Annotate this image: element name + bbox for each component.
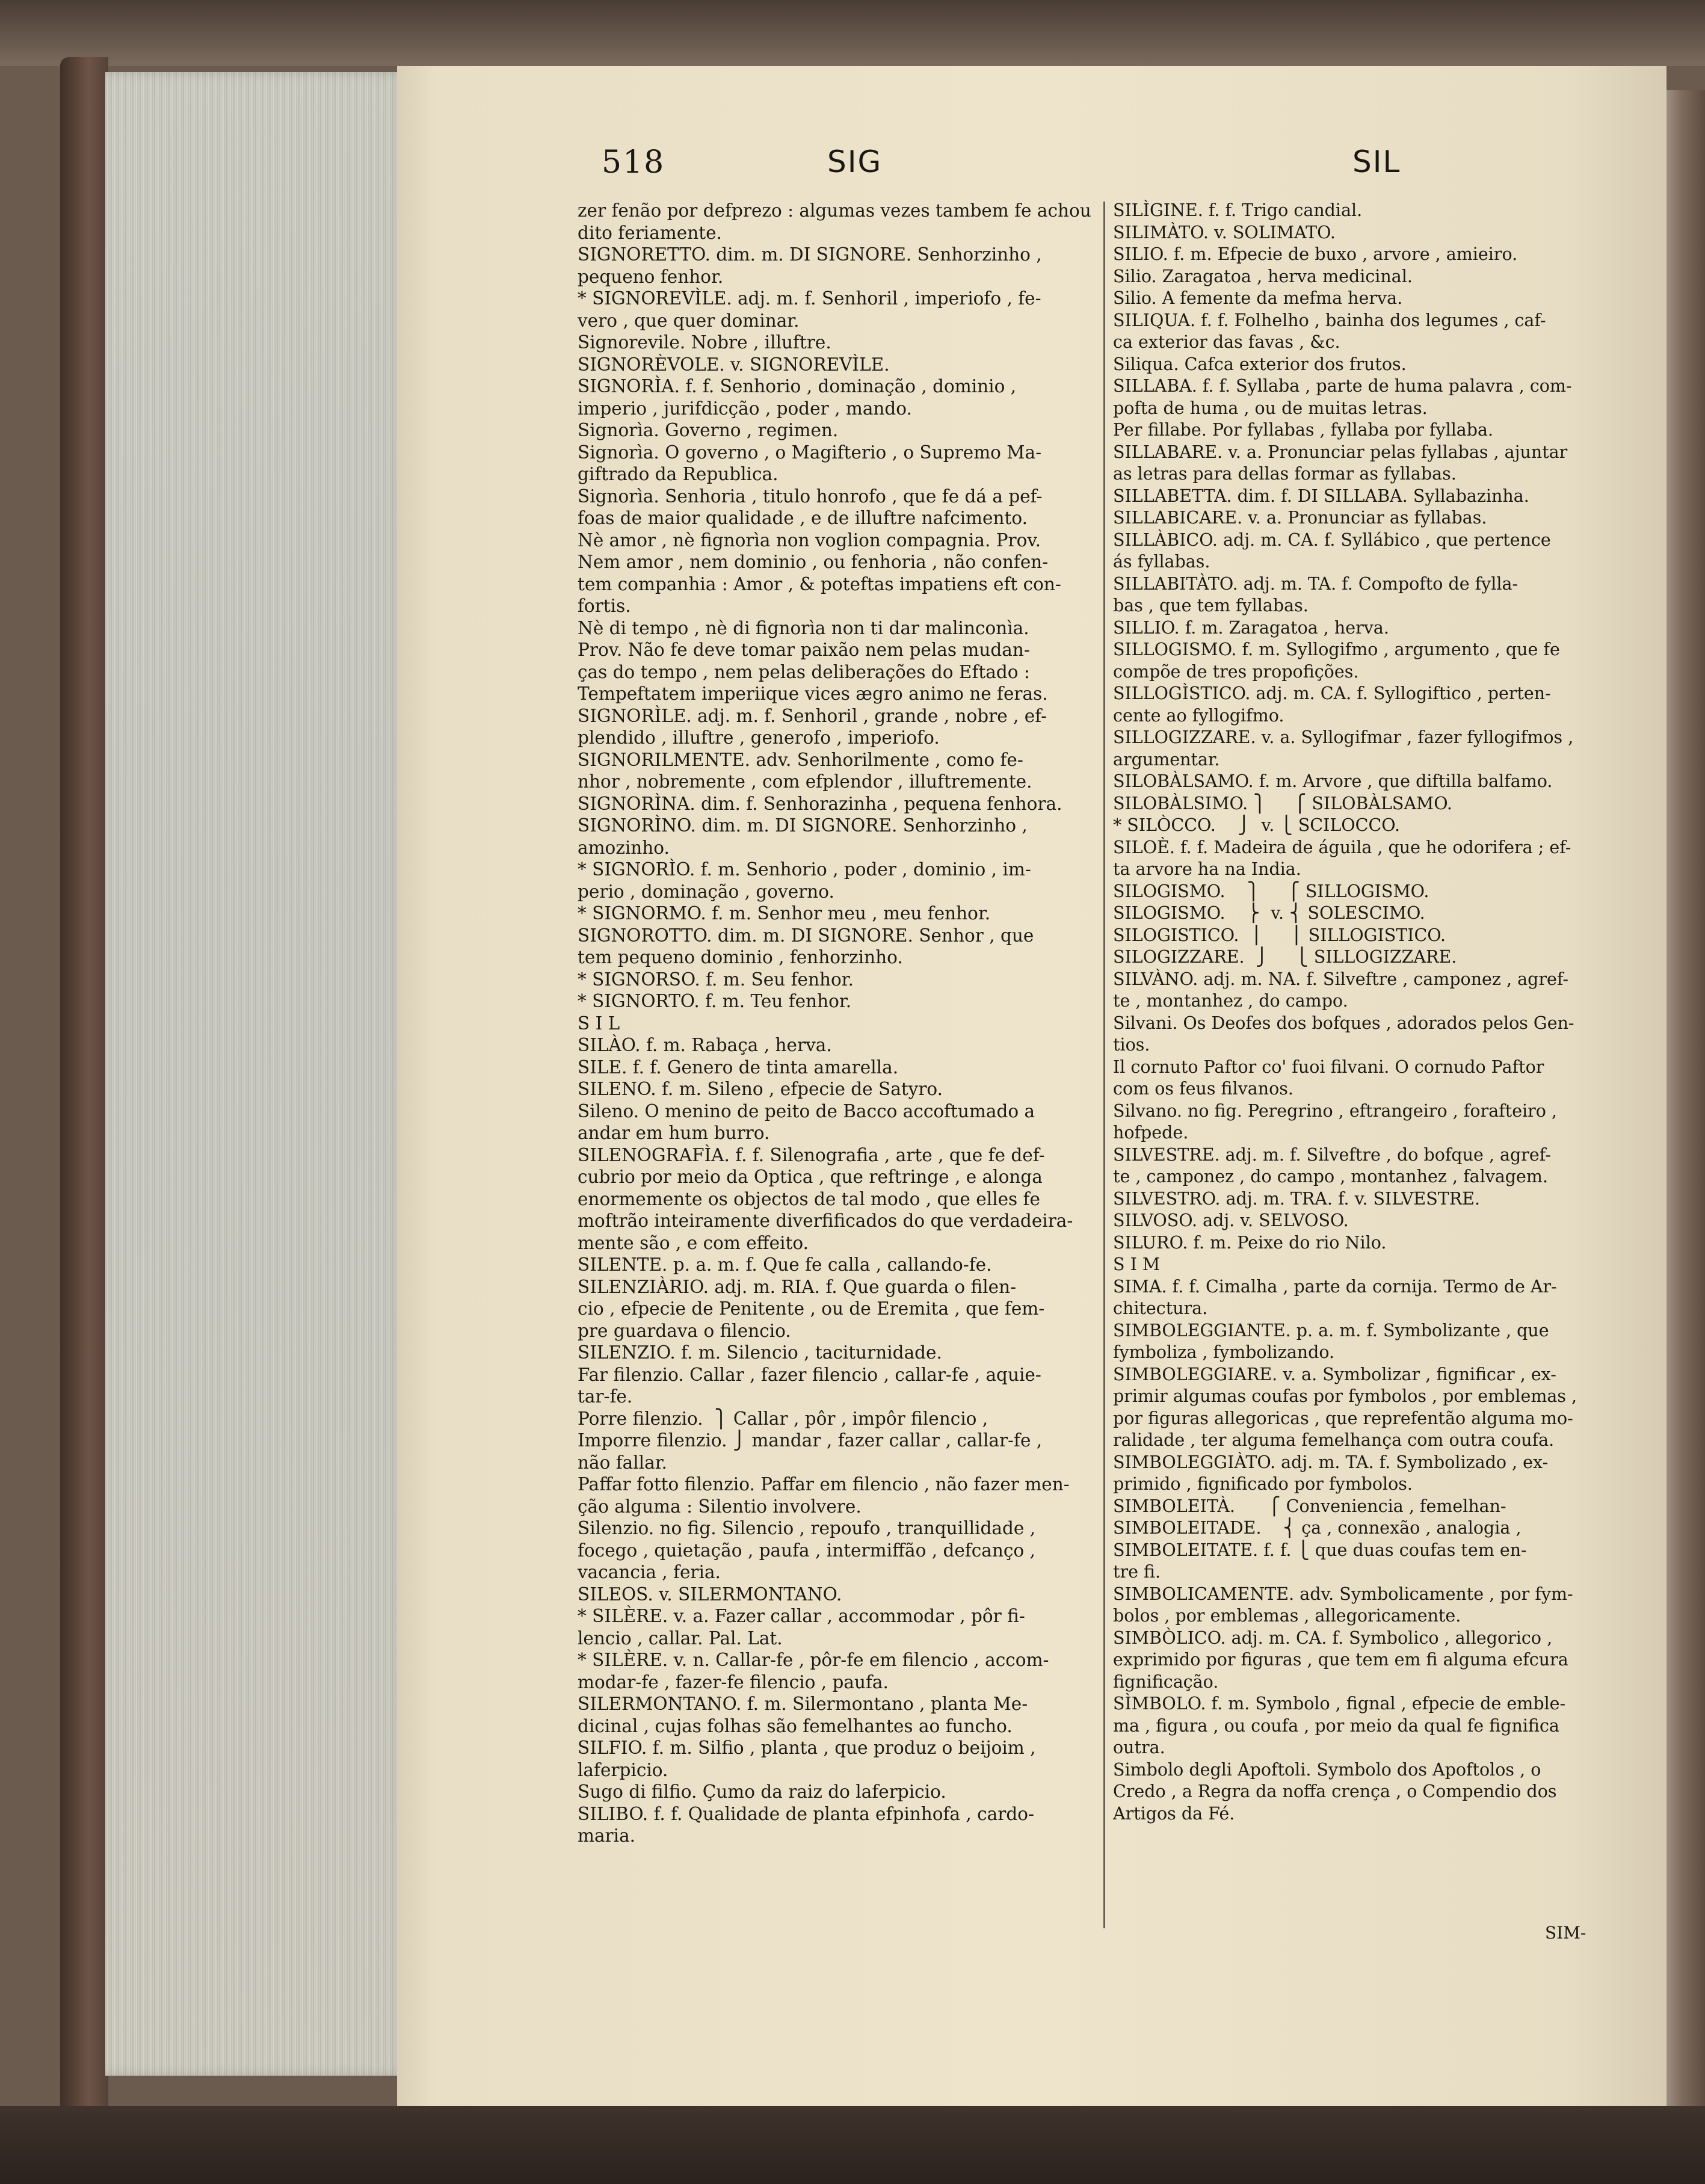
dictionary-line: SILOGISTICO. ⎪ ⎪ SILLOGISTICO.: [1113, 925, 1446, 945]
dictionary-line: SIMBOLEITADE. ⎨ ça , connexão , analogia ,: [1113, 1518, 1522, 1538]
right-column: [1113, 200, 1618, 1825]
dictionary-line: SILVÀNO. adj. m. NA. f. Silveftre , camponez , agref-: [1113, 969, 1569, 989]
dictionary-line: S I M: [1113, 1254, 1161, 1274]
dictionary-line: pre guardava o filencio.: [578, 1320, 791, 1341]
dictionary-line: SIMA. f. f. Cimalha , parte da cornija. Termo de Ar-: [1113, 1276, 1557, 1297]
dictionary-line: * SILÈRE. v. a. Fazer callar , accommodar , pôr fi-: [578, 1606, 1025, 1626]
dictionary-line: amozinho.: [578, 837, 670, 858]
dictionary-line: SILVESTRO. adj. m. TRA. f. v. SILVESTRE.: [1113, 1188, 1481, 1209]
dictionary-line: Porre filenzio. ⎫ Callar , pôr , impôr filencio ,: [578, 1408, 988, 1429]
dictionary-line: fortis.: [578, 596, 631, 616]
dictionary-line: Nem amor , nem dominio , ou fenhoria , não confen-: [578, 552, 1049, 572]
dictionary-line: SILOÈ. f. f. Madeira de águila , que he odorifera ; ef-: [1113, 837, 1571, 857]
dictionary-line: Nè di tempo , nè di fignorìa non ti dar malinconìa.: [578, 617, 1029, 638]
dictionary-line: SIGNOROTTO. dim. m. DI SIGNORE. Senhor , que: [578, 925, 1034, 946]
dictionary-line: * SIGNOREVÌLE. adj. m. f. Senhoril , imperiofo , fe-: [578, 288, 1041, 309]
dictionary-line: * SIGNORMO. f. m. Senhor meu , meu fenhor.: [578, 903, 991, 924]
dictionary-line: SILLABARE. v. a. Pronunciar pelas fyllabas , ajuntar: [1113, 442, 1568, 462]
dictionary-line: SIMBOLICAMENTE. adv. Symbolicamente , por fym-: [1113, 1584, 1573, 1604]
dictionary-line: SÌMBOLO. f. m. Symbolo , fignal , efpecie de emble-: [1113, 1694, 1566, 1714]
dictionary-line: outra.: [1113, 1738, 1165, 1757]
catchword: SIM-: [1545, 1923, 1586, 1943]
dictionary-line: não fallar.: [578, 1452, 667, 1473]
dictionary-line: Siliqua. Cafca exterior dos frutos.: [1113, 354, 1407, 374]
dictionary-line: tem pequeno dominio , fenhorzinho.: [578, 947, 903, 967]
dictionary-line: SILE. f. f. Genero de tinta amarella.: [578, 1057, 899, 1078]
dictionary-line: SIMBOLEITÀ. ⎧ Conveniencia , femelhan-: [1113, 1496, 1506, 1516]
dictionary-line: perio , dominação , governo.: [578, 881, 834, 902]
dictionary-line: imperio , jurifdicção , poder , mando.: [578, 398, 912, 419]
dictionary-line: SILIO. f. m. Efpecie de buxo , arvore , amieiro.: [1113, 244, 1518, 264]
dictionary-line: SILLIO. f. m. Zaragatoa , herva.: [1113, 617, 1389, 638]
dictionary-line: giftrado da Republica.: [578, 464, 779, 484]
dictionary-line: zer fenão por defprezo : algumas vezes tambem fe achou: [578, 200, 1091, 221]
dictionary-line: SIGNORETTO. dim. m. DI SIGNORE. Senhorzinho ,: [578, 244, 1042, 265]
dictionary-line: vacancia , feria.: [578, 1562, 721, 1582]
dictionary-line: SILLABA. f. f. Syllaba , parte de huma palavra , com-: [1113, 376, 1572, 396]
dictionary-line: exprimido por figuras , que tem em fi alguma efcura: [1113, 1650, 1568, 1670]
dictionary-line: as letras para dellas formar as fyllabas.: [1113, 464, 1457, 484]
dictionary-line: ma , figura , ou coufa , por meio da qual fe fignifica: [1113, 1715, 1559, 1736]
dictionary-line: SILENTE. p. a. m. f. Que fe calla , callando-fe.: [578, 1254, 992, 1275]
dictionary-line: SIMBOLEGGIANTE. p. a. m. f. Symbolizante , que: [1113, 1320, 1549, 1340]
dictionary-line: SILOBÀLSIMO. ⎫ ⎧ SILOBÀLSAMO.: [1113, 793, 1452, 813]
dictionary-line: dito feriamente.: [578, 222, 722, 243]
dictionary-line: dicinal , cujas folhas são femelhantes ao funcho.: [578, 1715, 1013, 1736]
dictionary-line: SIGNORÌNA. dim. f. Senhorazinha , pequena fenhora.: [578, 793, 1062, 814]
dictionary-line: SILIBO. f. f. Qualidade de planta efpinhofa , cardo-: [578, 1803, 1034, 1824]
dictionary-line: tar-fe.: [578, 1386, 633, 1407]
dictionary-line: Paffar fotto filenzio. Paffar em filencio , não fazer men-: [578, 1474, 1070, 1495]
dictionary-line: SILLOGISMO. f. m. Syllogifmo , argumento , que fe: [1113, 640, 1560, 659]
facing-page-edge: [1666, 90, 1705, 2112]
dictionary-line: modar-fe , fazer-fe filencio , paufa.: [578, 1671, 889, 1692]
dictionary-line: vero , que quer dominar.: [578, 310, 800, 331]
left-column: [578, 200, 1101, 1847]
dictionary-line: Silenzio. no fig. Silencio , repoufo , tranquillidade ,: [578, 1518, 1036, 1538]
dictionary-line: SILVESTRE. adj. m. f. Silveftre , do bofque , agref-: [1113, 1144, 1551, 1165]
dictionary-line: tios.: [1113, 1035, 1150, 1055]
dictionary-line: SIMBOLEGGIARE. v. a. Symbolizar , fignificar , ex-: [1113, 1364, 1556, 1384]
dictionary-line: ção alguma : Silentio involvere.: [578, 1496, 862, 1517]
dictionary-line: SILENO. f. m. Sileno , efpecie de Satyro.: [578, 1079, 943, 1099]
running-head-left: SIG: [827, 144, 883, 179]
dictionary-line: com os feus filvanos.: [1113, 1079, 1293, 1099]
dictionary-line: ás fyllabas.: [1113, 552, 1210, 572]
dictionary-line: te , camponez , do campo , montanhez , falvagem.: [1113, 1167, 1549, 1186]
dictionary-line: nhor , nobremente , com efplendor , illuftremente.: [578, 771, 1032, 792]
dictionary-line: Il cornuto Paftor co' fuoi filvani. O cornudo Paftor: [1113, 1057, 1544, 1077]
dictionary-line: hofpede.: [1113, 1123, 1189, 1143]
dictionary-line: SILOGIZZARE. ⎭ ⎩ SILLOGIZZARE.: [1113, 947, 1457, 967]
dictionary-line: * SILÒCCO. ⎭ v. ⎩ SCILOCCO.: [1113, 815, 1400, 835]
dictionary-line: SILOBÀLSAMO. f. m. Arvore , que diftilla balfamo.: [1113, 771, 1553, 791]
dictionary-line: cubrio por meio da Optica , que reftringe , e alonga: [578, 1167, 1043, 1187]
dictionary-line: lencio , callar. Pal. Lat.: [578, 1627, 783, 1649]
dictionary-line: bolos , por emblemas , allegoricamente.: [1113, 1606, 1461, 1626]
dictionary-line: SILLABETTA. dim. f. DI SILLABA. Syllabazinha.: [1113, 486, 1529, 506]
dictionary-line: Nè amor , nè fignorìa non voglion compagnia. Prov.: [578, 529, 1041, 551]
dictionary-line: Signorìa. Senhoria , titulo honrofo , que fe dá a pef-: [578, 486, 1043, 507]
dictionary-line: Simbolo degli Apoftoli. Symbolo dos Apoftolos , o: [1113, 1759, 1541, 1780]
dictionary-line: SILÌGINE. f. f. Trigo candial.: [1113, 200, 1363, 220]
dictionary-line: ca exterior das favas , &c.: [1113, 332, 1340, 352]
dictionary-line: te , montanhez , do campo.: [1113, 991, 1348, 1011]
dictionary-line: andar em hum burro.: [578, 1123, 770, 1143]
dictionary-line: focego , quietação , paufa , intermiffão , defcanço ,: [578, 1540, 1035, 1561]
dictionary-line: SILFIO. f. m. Silfio , planta , que produz o beijoim ,: [578, 1738, 1036, 1758]
dictionary-line: SIMBOLEGGIÀTO. adj. m. TA. f. Symbolizado , ex-: [1113, 1452, 1549, 1472]
dictionary-line: SILLOGIZZARE. v. a. Syllogifmar , fazer fyllogifmos ,: [1113, 727, 1574, 747]
dictionary-line: argumentar.: [1113, 749, 1220, 770]
dictionary-line: SILEOS. v. SILERMONTANO.: [578, 1584, 842, 1605]
dictionary-line: mente são , e com effeito.: [578, 1232, 809, 1253]
dictionary-line: compõe de tres propofições.: [1113, 661, 1359, 682]
dictionary-line: SILERMONTANO. f. m. Silermontano , planta Me-: [578, 1694, 1028, 1714]
dictionary-line: primido , fignificado por fymbolos.: [1113, 1474, 1413, 1494]
dictionary-line: enormemente os objectos de tal modo , que elles fe: [578, 1188, 1040, 1209]
dictionary-line: * SIGNORÌO. f. m. Senhorio , poder , dominio , im-: [578, 859, 1031, 880]
dictionary-line: SILENZIÀRIO. adj. m. RIA. f. Que guarda o filen-: [578, 1276, 1017, 1297]
dictionary-line: pequeno fenhor.: [578, 266, 724, 287]
dictionary-line: * SIGNORTO. f. m. Teu fenhor.: [578, 991, 852, 1011]
dictionary-line: maria.: [578, 1825, 636, 1846]
dictionary-line: chitectura.: [1113, 1298, 1208, 1318]
dictionary-line: Per fillabe. Por fyllabas , fyllaba por fyllaba.: [1113, 420, 1494, 440]
dictionary-line: tem companhia : Amor , & poteftas impatiens eft con-: [578, 573, 1061, 594]
dictionary-line: laferpicio.: [578, 1759, 668, 1780]
dictionary-line: por figuras allegoricas , que reprefentão alguma mo-: [1113, 1408, 1573, 1428]
dictionary-line: SILOGISMO. ⎫ ⎧ SILLOGISMO.: [1113, 881, 1429, 901]
dictionary-line: primir algumas coufas por fymbolos , por emblemas ,: [1113, 1386, 1577, 1406]
dictionary-line: fignificação.: [1113, 1671, 1219, 1692]
dictionary-line: Silio. A femente da mefma herva.: [1113, 288, 1403, 308]
dictionary-line: Silvano. no fig. Peregrino , eftrangeiro , forafteiro ,: [1113, 1100, 1558, 1121]
dictionary-line: SIMBOLEITATE. f. f. ⎩ que duas coufas tem en-: [1113, 1540, 1527, 1560]
dictionary-line: Sileno. O menino de peito de Bacco accoftumado a: [578, 1100, 1035, 1121]
book-binding: [60, 57, 108, 2115]
dictionary-line: tre fi.: [1113, 1562, 1161, 1582]
dictionary-line: ta arvore ha na India.: [1113, 859, 1301, 879]
dictionary-line: SIGNORÌA. f. f. Senhorio , dominação , dominio ,: [578, 376, 1017, 396]
dictionary-line: Far filenzio. Callar , fazer filencio , callar-fe , aquie-: [578, 1364, 1041, 1385]
dictionary-line: cente ao fyllogifmo.: [1113, 705, 1284, 726]
dictionary-line: pofta de huma , ou de muitas letras.: [1113, 398, 1428, 418]
dictionary-line: SILENOGRAFÌA. f. f. Silenografia , arte , que fe def-: [578, 1144, 1045, 1165]
dictionary-line: SILLÀBICO. adj. m. CA. f. Syllábico , que pertence: [1113, 529, 1551, 550]
dictionary-line: SILLOGÌSTICO. adj. m. CA. f. Syllogiftico , perten-: [1113, 683, 1551, 703]
dictionary-line: Tempeftatem imperiique vices ægro animo ne feras.: [578, 683, 1048, 704]
dictionary-line: plendido , illuftre , generofo , imperiofo.: [578, 727, 940, 748]
page-number: 518: [602, 144, 665, 180]
dictionary-line: * SILÈRE. v. n. Callar-fe , pôr-fe em filencio , accom-: [578, 1650, 1049, 1670]
dictionary-line: SIGNORÌNO. dim. m. DI SIGNORE. Senhorzinho ,: [578, 815, 1028, 836]
column-rule: [1103, 202, 1105, 1928]
dictionary-line: ças do tempo , nem pelas deliberações do Eftado :: [578, 661, 1030, 682]
dictionary-line: foas de maior qualidade , e de illuftre nafcimento.: [578, 508, 1028, 528]
dictionary-line: Artigos da Fé.: [1113, 1803, 1235, 1824]
dictionary-line: SIGNORILMENTE. adv. Senhorilmente , como fe-: [578, 749, 1023, 770]
dictionary-line: S I L: [578, 1013, 620, 1034]
dictionary-line: Silio. Zaragatoa , herva medicinal.: [1113, 266, 1413, 286]
dictionary-line: SIGNORÌLE. adj. m. f. Senhoril , grande , nobre , ef-: [578, 705, 1047, 726]
dictionary-line: SILIQUA. f. f. Folhelho , bainha dos legumes , caf-: [1113, 310, 1546, 330]
dictionary-line: Signorevile. Nobre , illuftre.: [578, 332, 831, 353]
dictionary-line: cio , efpecie de Penitente , ou de Eremita , que fem-: [578, 1298, 1045, 1319]
dictionary-line: SILLABITÀTO. adj. m. TA. f. Compofto de fylla-: [1113, 573, 1518, 594]
dictionary-line: SILENZIO. f. m. Silencio , taciturnidade.: [578, 1342, 942, 1363]
dictionary-line: Credo , a Regra da noffa crença , o Compendio dos: [1113, 1781, 1557, 1801]
dictionary-line: Silvani. Os Deofes dos bofques , adorados pelos Gen-: [1113, 1013, 1574, 1033]
page-edges: [105, 72, 406, 2076]
dictionary-line: SILÀO. f. m. Rabaça , herva.: [578, 1035, 832, 1055]
dictionary-line: fymboliza , fymbolizando.: [1113, 1342, 1335, 1362]
dictionary-line: Sugo di filfio. Çumo da raiz do laferpicio.: [578, 1781, 946, 1802]
running-head-right: SIL: [1352, 144, 1401, 179]
dictionary-line: SIMBÒLICO. adj. m. CA. f. Symbolico , allegorico ,: [1113, 1627, 1553, 1648]
dictionary-line: SIGNORÈVOLE. v. SIGNOREVÌLE.: [578, 354, 890, 375]
dictionary-line: moftrão inteiramente diverfificados do que verdadeira-: [578, 1211, 1073, 1231]
dictionary-line: SILVOSO. adj. v. SELVOSO.: [1113, 1211, 1349, 1230]
dictionary-line: SILOGISMO. ⎬ v. ⎨ SOLESCIMO.: [1113, 903, 1425, 923]
dictionary-line: SILIMÀTO. v. SOLIMATO.: [1113, 222, 1336, 242]
dictionary-line: SILLABICARE. v. a. Pronunciar as fyllabas.: [1113, 508, 1487, 528]
dictionary-line: Prov. Não fe deve tomar paixão nem pelas mudan-: [578, 640, 1030, 660]
scan-background-top: [0, 0, 1705, 66]
dictionary-line: bas , que tem fyllabas.: [1113, 596, 1309, 615]
dictionary-line: * SIGNORSO. f. m. Seu fenhor.: [578, 969, 854, 990]
dictionary-line: Imporre filenzio. ⎭ mandar , fazer callar , callar-fe ,: [578, 1430, 1043, 1451]
dictionary-line: Signorìa. O governo , o Magifterio , o Supremo Ma-: [578, 442, 1042, 463]
dictionary-line: SILURO. f. m. Peixe do rio Nilo.: [1113, 1232, 1387, 1253]
dictionary-line: ralidade , ter alguma femelhança com outra coufa.: [1113, 1430, 1555, 1450]
scan-background-bottom: [0, 2106, 1705, 2184]
dictionary-line: Signorìa. Governo , regimen.: [578, 420, 839, 440]
